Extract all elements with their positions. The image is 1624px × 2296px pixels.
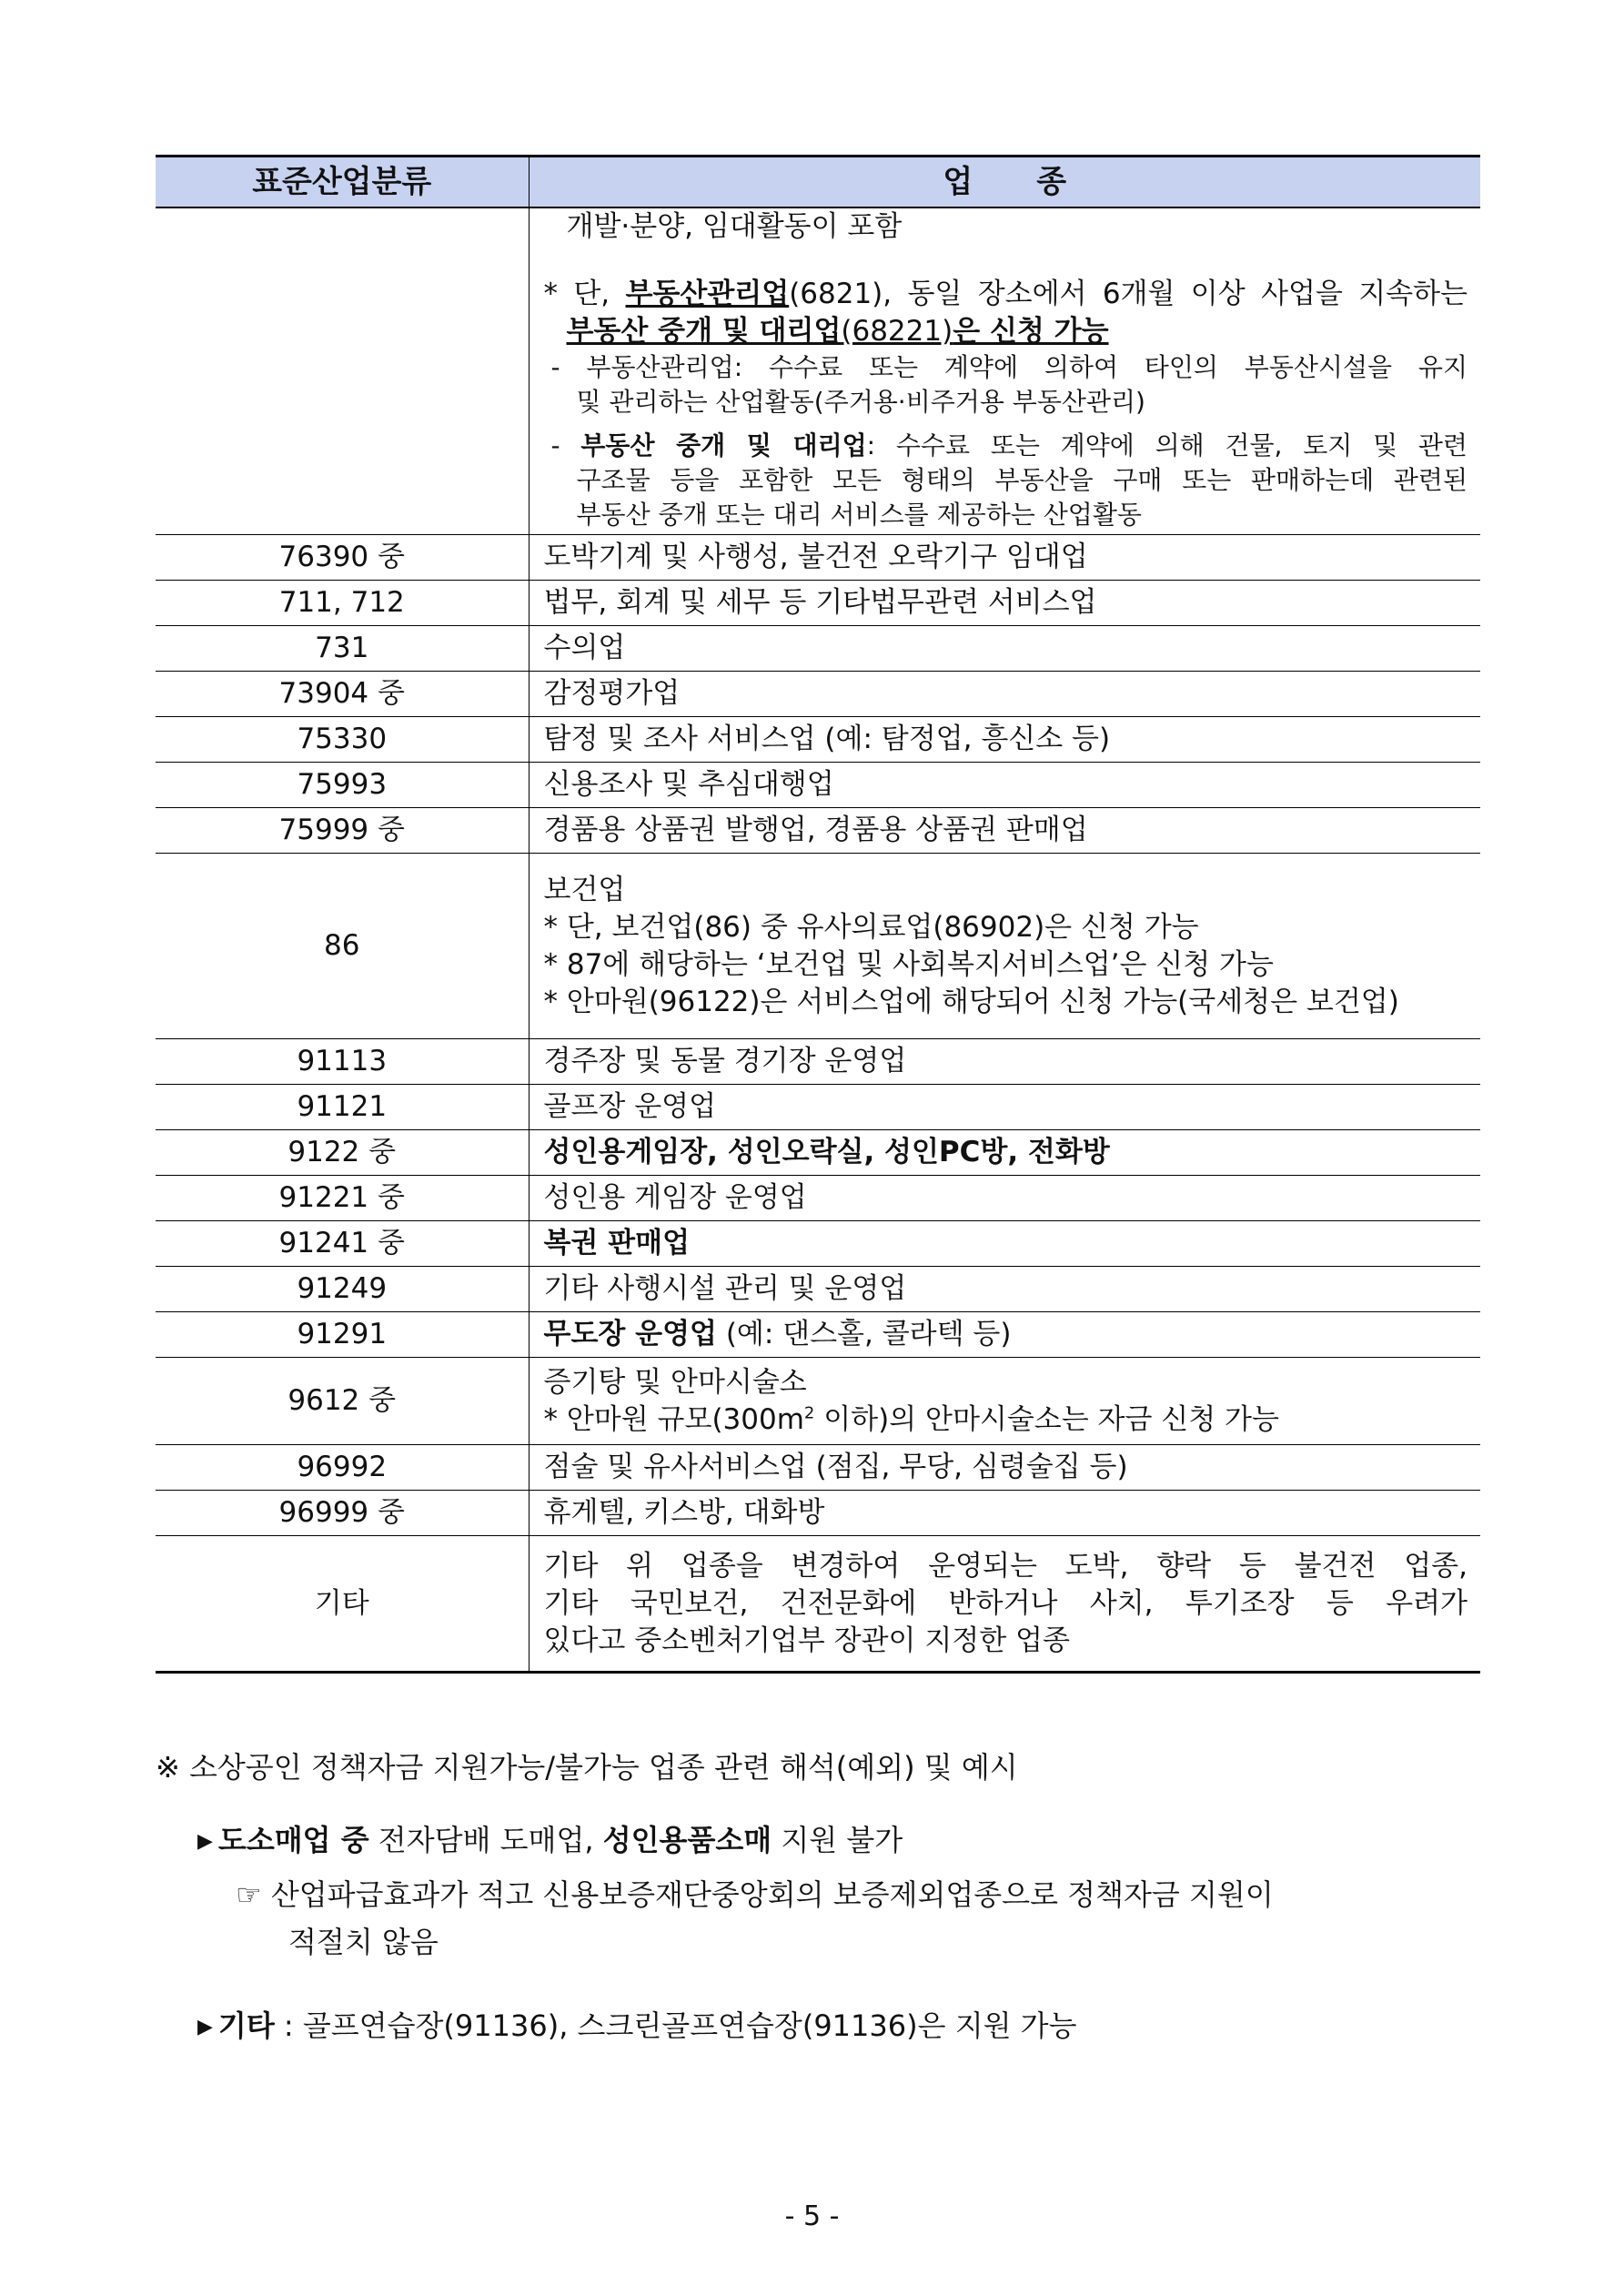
row-code: 73904 중 xyxy=(156,672,529,717)
row-code: 731 xyxy=(156,626,529,672)
notes-sub: ☞ 산업파급효과가 적고 신용보증재단중앙회의 보증제외업종으로 정책자금 지원이 xyxy=(236,1877,1274,1912)
row-code: 91121 xyxy=(156,1085,529,1130)
row-code: 76390 중 xyxy=(156,535,529,581)
row-code: 91249 xyxy=(156,1267,529,1312)
row-text: 감정평가업 xyxy=(529,672,1480,717)
table-row xyxy=(156,535,1480,581)
row-text: 복권 판매업 xyxy=(529,1221,1480,1267)
row-text: 골프장 운영업 xyxy=(529,1085,1480,1130)
header-classification: 표준산업분류 xyxy=(156,157,529,208)
table-row xyxy=(156,1130,1480,1176)
detail-dash: - 부동산 중개 및 대리업: 수수료 또는 계약에 의해 건물, 토지 및 관련 구조물 등을 포함한 모든 형태의 부동산을 구매 또는 판매하는데 관련된 부동산 중개 또는 대리 서비스를 제공하는 산업활동 xyxy=(550,430,1468,530)
triangle-bullet-icon: ▶ xyxy=(197,1830,213,1853)
row-code: 91241 중 xyxy=(156,1221,529,1267)
table-row xyxy=(156,1312,1480,1358)
table-row xyxy=(156,1536,1480,1673)
row-code: 91221 중 xyxy=(156,1176,529,1221)
row-text: 성인용 게임장 운영업 xyxy=(529,1176,1480,1221)
table-row xyxy=(156,626,1480,672)
row-text: 성인용게임장, 성인오락실, 성인PC방, 전화방 xyxy=(529,1130,1480,1176)
table-row xyxy=(156,672,1480,717)
row-text: 법무, 회계 및 세무 등 기타법무관련 서비스업 xyxy=(529,581,1480,626)
row-text: 신용조사 및 추심대행업 xyxy=(529,763,1480,808)
row-detail xyxy=(529,207,1480,535)
detail-line: 개발·분양, 임대활동이 포함 xyxy=(566,210,903,243)
row-text: 휴게텔, 키스방, 대화방 xyxy=(529,1491,1480,1536)
row-code: 91291 xyxy=(156,1312,529,1358)
row-text: 점술 및 유사서비스업 (점집, 무당, 심령술집 등) xyxy=(529,1445,1480,1491)
row-text: 수의업 xyxy=(529,626,1480,672)
row-code: 91113 xyxy=(156,1039,529,1085)
notes-sub: 적절치 않음 xyxy=(288,1925,439,1959)
row-text: 도박기계 및 사행성, 불건전 오락기구 임대업 xyxy=(529,535,1480,581)
row-code: 96992 xyxy=(156,1445,529,1491)
row-code: 75993 xyxy=(156,763,529,808)
table-row xyxy=(156,207,1480,535)
header-industry: 업종 xyxy=(529,157,1480,208)
row-text: 경품용 상품권 발행업, 경품용 상품권 판매업 xyxy=(529,808,1480,854)
row-text: 탐정 및 조사 서비스업 (예: 탐정업, 흥신소 등) xyxy=(529,717,1480,763)
table-row xyxy=(156,1358,1480,1445)
table-row xyxy=(156,1267,1480,1312)
row-text: 기타 사행시설 관리 및 운영업 xyxy=(529,1267,1480,1312)
table-row xyxy=(156,1039,1480,1085)
row-code: 96999 중 xyxy=(156,1491,529,1536)
row-code: 86 xyxy=(156,854,529,1039)
table-row xyxy=(156,808,1480,854)
industry-table xyxy=(156,155,1480,1674)
row-text: 무도장 운영업 (예: 댄스홀, 콜라텍 등) xyxy=(529,1312,1480,1358)
row-code xyxy=(156,207,529,535)
row-code: 기타 xyxy=(156,1536,529,1673)
detail-note-cont: 부동산 중개 및 대리업(68221)은 신청 가능 xyxy=(566,315,1109,348)
row-text: 보건업 * 단, 보건업(86) 중 유사의료업(86902)은 신청 가능 * 87에 해당하는 ‘보건업 및 사회복지서비스업’은 신청 가능 * 안마원(96122)은 서비스업에 해당되어 신청 가능(국세청은 보건업) xyxy=(529,854,1480,1039)
row-text: 경주장 및 동물 경기장 운영업 xyxy=(529,1039,1480,1085)
row-code: 75330 xyxy=(156,717,529,763)
table-row xyxy=(156,763,1480,808)
table-row xyxy=(156,581,1480,626)
notes-item: ▶ 기타 : 골프연습장(91136), 스크린골프연습장(91136)은 지원 가능 xyxy=(197,2008,1077,2043)
table-row xyxy=(156,717,1480,763)
triangle-bullet-icon: ▶ xyxy=(197,2016,213,2038)
row-code: 75999 중 xyxy=(156,808,529,854)
row-code: 711, 712 xyxy=(156,581,529,626)
row-code: 9122 중 xyxy=(156,1130,529,1176)
table-row xyxy=(156,1491,1480,1536)
row-text: 기타 위 업종을 변경하여 운영되는 도박, 향락 등 불건전 업종, 기타 국민보건, 건전문화에 반하거나 사치, 투기조장 등 우려가 있다고 중소벤처기업부 장관이 지정한 업종 xyxy=(529,1536,1480,1673)
detail-note: * 단, 부동산관리업(6821), 동일 장소에서 6개월 이상 사업을 지속하는 xyxy=(543,278,1468,310)
table-row xyxy=(156,1221,1480,1267)
table-row xyxy=(156,1445,1480,1491)
table-row xyxy=(156,854,1480,1039)
page-number: - 5 - xyxy=(784,2200,840,2232)
notes-title: ※ 소상공인 정책자금 지원가능/불가능 업종 관련 해석(예외) 및 예시 xyxy=(156,1750,1018,1785)
table-row xyxy=(156,1085,1480,1130)
notes-item: ▶ 도소매업 중 전자담배 도매업, 성인용품소매 지원 불가 xyxy=(197,1823,903,1857)
row-code: 9612 중 xyxy=(156,1358,529,1445)
detail-dash: - 부동산관리업: 수수료 또는 계약에 의하여 타인의 부동산시설을 유지 및 관리하는 산업활동(주거용·비주거용 부동산관리) xyxy=(550,352,1468,417)
notes-section xyxy=(156,1747,1484,2048)
row-text: 증기탕 및 안마시술소 * 안마원 규모($300m^2$ 이하)의 안마시술소는 자금 신청 가능 xyxy=(529,1358,1480,1445)
table-row xyxy=(156,1176,1480,1221)
